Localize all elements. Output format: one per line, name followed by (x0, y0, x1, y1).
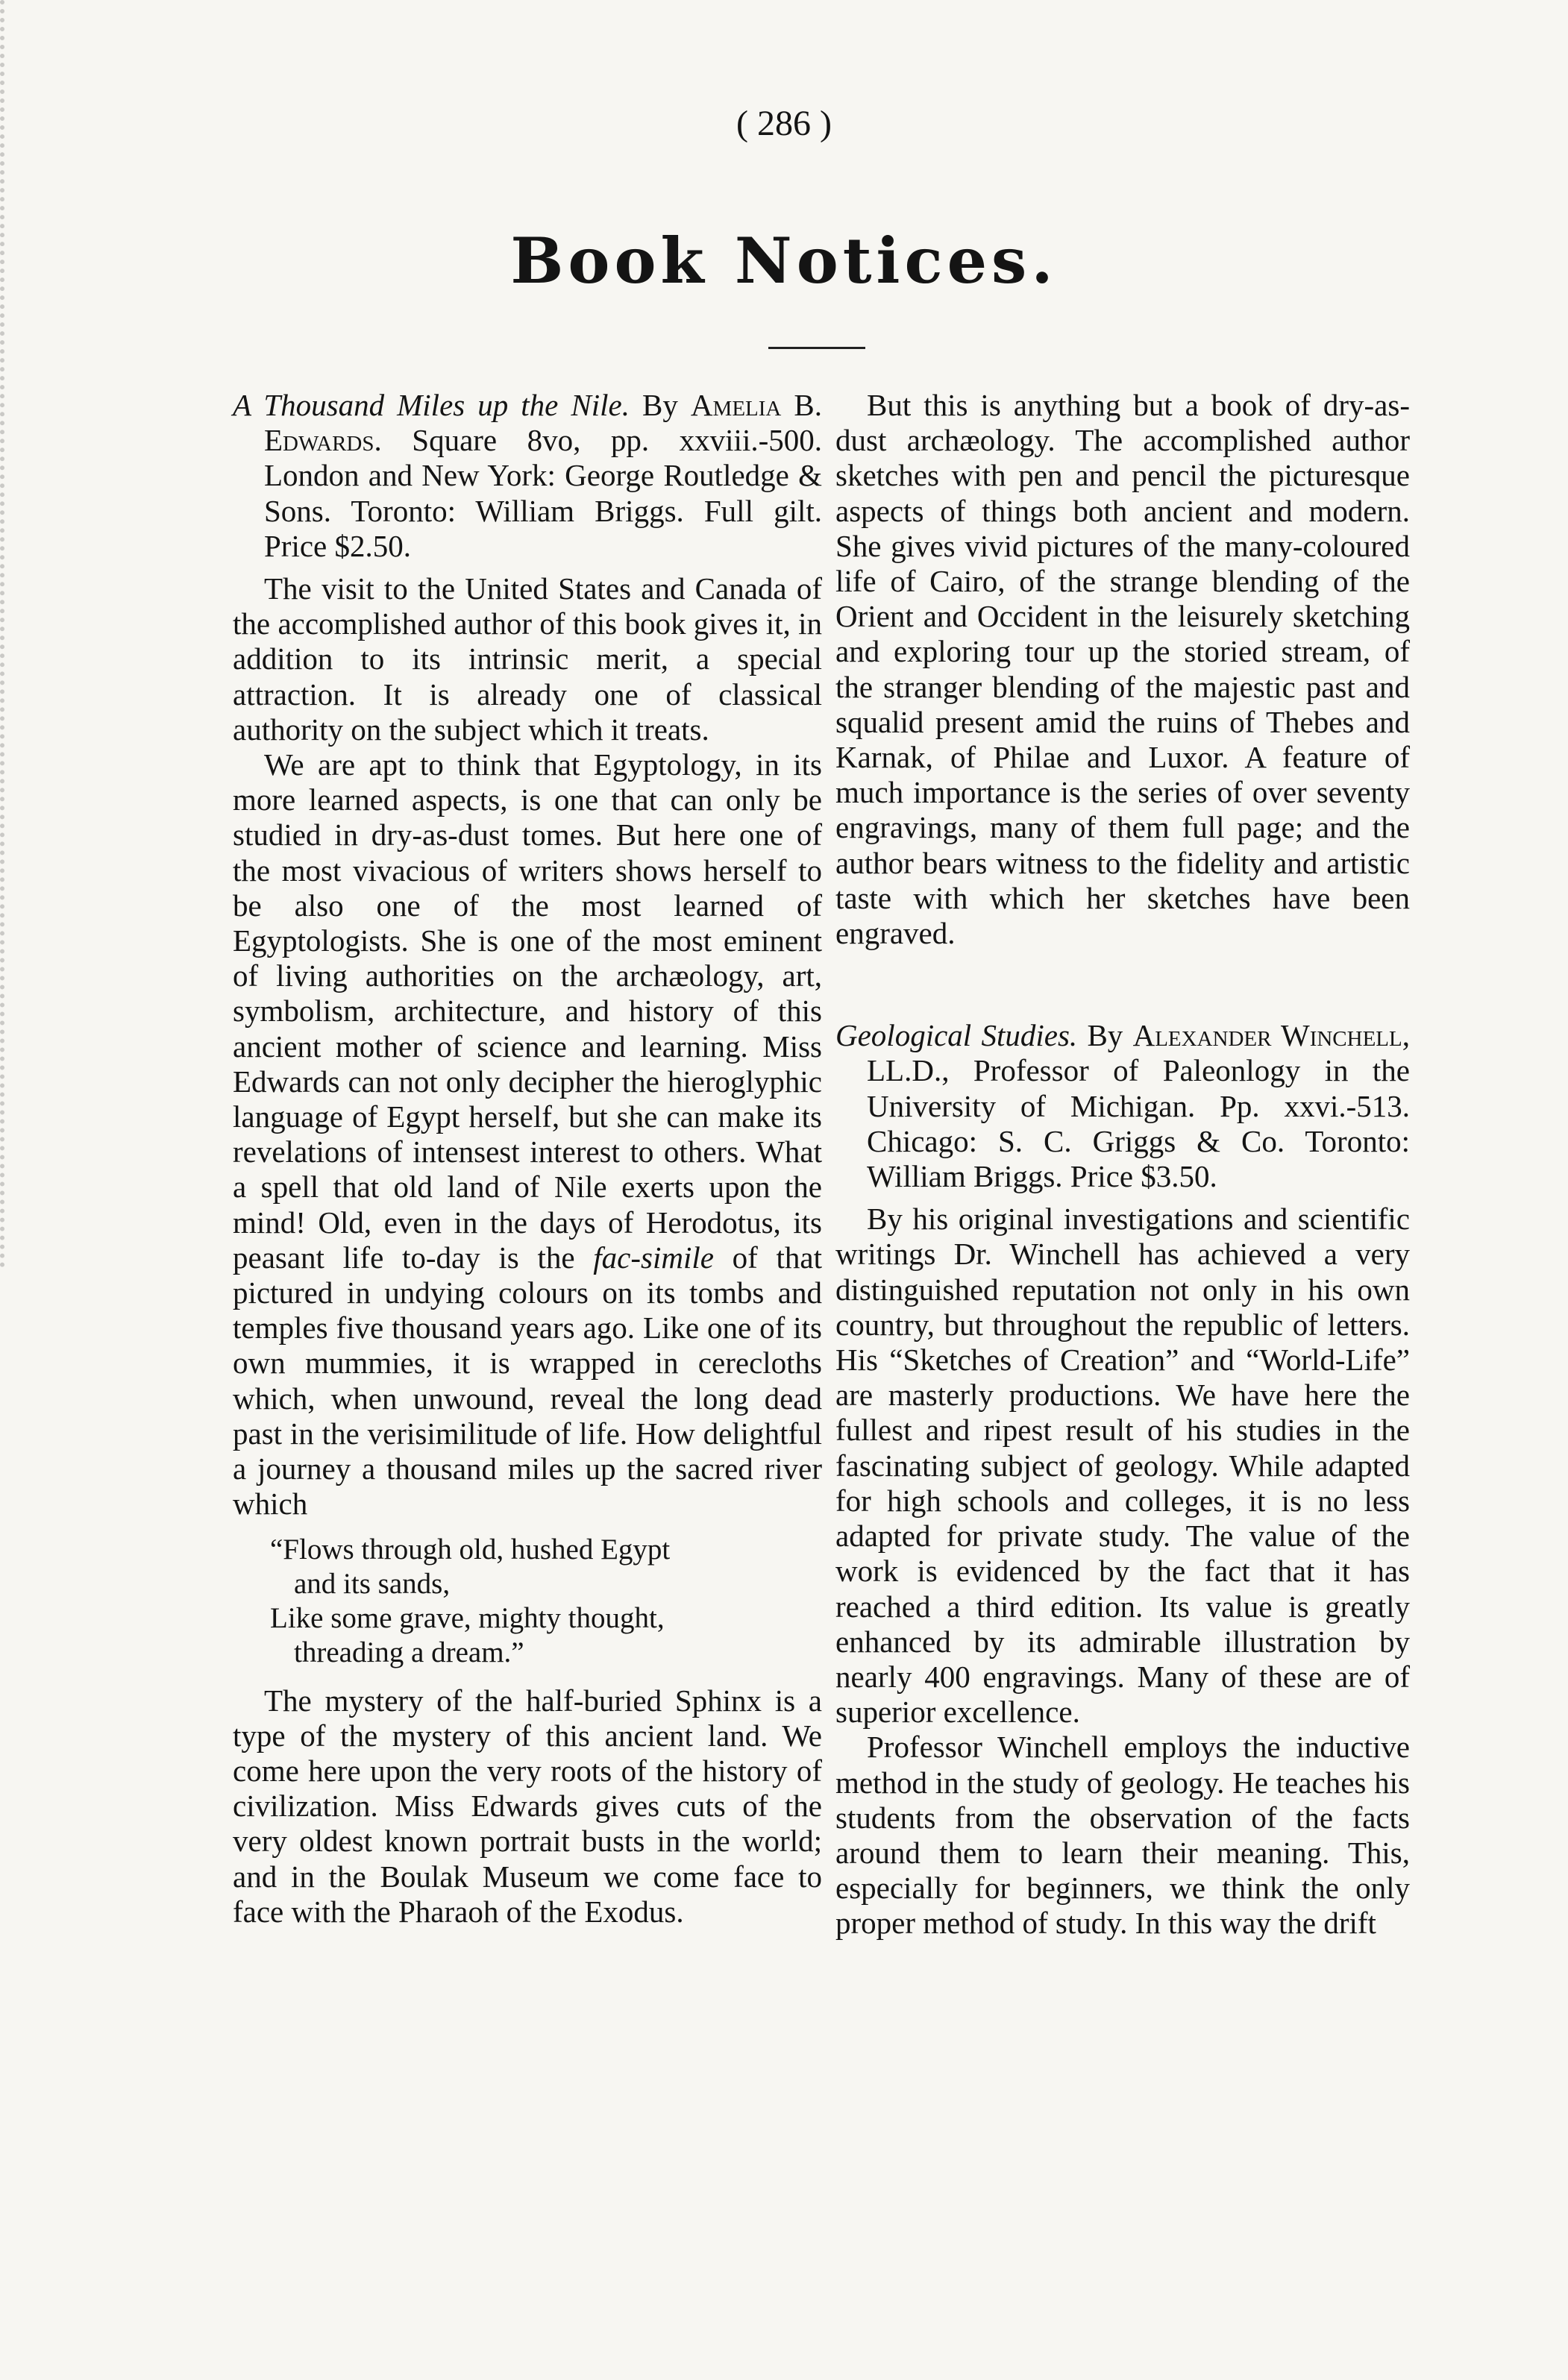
page-number: ( 286 ) (736, 104, 832, 143)
section-title: Book Notices. (510, 224, 1058, 298)
italic-term: fac-simile (593, 1240, 714, 1275)
book-details: Square 8vo, pp. xxviii.-500. London and New York: George Routledge & Sons. Toronto: William Briggs. Full gilt. Price $2.50. (264, 423, 822, 563)
book-details: LL.D., Professor of Paleonlogy in the University of Michigan. Pp. xxvi.-513. Chicago: S. C. Griggs & Co. Toronto: William Briggs. Price $3.50. (867, 1053, 1410, 1194)
paragraph: The mystery of the half-buried Sphinx is a type of the mystery of this ancient land. We come here upon the very roots of the history of civilization. Miss Edwards gives cuts of the very oldest known portrait busts in the world; and in the Boulak Museum we come face to face with the Pharaoh of the Exodus. (233, 1683, 822, 1929)
paragraph: But this is anything but a book of dry-as-dust archæology. The accomplished author sketches with pen and pencil the picturesque aspects of things both ancient and modern. She gives vivid pictures of the many-coloured life of Cairo, of the strange blending of the Orient and Occident in the leisurely sketching and exploring tour up the storied stream, of the stranger blending of the majestic past and squalid present amid the ruins of Thebes and Karnak, of Philae and Luxor. A feature of much importance is the series of over seventy engravings, many of them full page; and the author bears witness to the fidelity and artistic taste with which her sketches have been engraved. (835, 388, 1410, 951)
by-word: By (630, 388, 691, 422)
paragraph: The visit to the United States and Canada of the accomplished author of this book gives it, in addition to its intrinsic merit, a special attraction. It is already one of classical authority on the subject which it treats. (233, 571, 822, 747)
by-word: By (1077, 1018, 1133, 1053)
book-title: Geological Studies. (835, 1018, 1078, 1053)
book-title: A Thousand Miles up the Nile. (233, 388, 630, 422)
notice-heading-geology (835, 1018, 1410, 1194)
book-author: Alexander Winchell, (1132, 1018, 1410, 1053)
quote-line: Like some grave, mighty thought, (270, 1601, 665, 1634)
title-rule (768, 347, 865, 349)
paragraph: By his original investigations and scientific writings Dr. Winchell has achieved a very distinguished reputation not only in his own country, but throughout the republic of letters. His “Sketches of Creation” and “World-Life” are masterly productions. We have here the fullest and ripest result of his studies in the fascinating subject of geology. While adapted for high schools and colleges, it is no less adapted for private study. The value of the work is evidenced by the fact that it has reached a third edition. Its value is greatly enhanced by its admirable illustration by nearly 400 engravings. Many of these are of superior excellence. (835, 1202, 1410, 1730)
quote-line: “Flows through old, hushed Egypt (270, 1533, 671, 1566)
paragraph (233, 747, 822, 1522)
paragraph-text: of that pictured in undying colours on its tombs and temples five thousand years ago. Like one of its own mummies, it is wrapped in cerecloths which, when unwound, reveal the long dead past in the verisimilitude of life. How delightful a journey a thousand miles up the sacred river which (233, 1240, 822, 1522)
quote-line: threading a dream.” (294, 1636, 524, 1668)
paragraph: Professor Winchell employs the inductive method in the study of geology. He teaches his students from the observation of the facts around them to learn their meaning. This, especially for beginners, we think the only proper method of study. In this way the drift (835, 1730, 1410, 1941)
left-column (233, 388, 822, 1930)
notice-heading-nile (233, 388, 822, 564)
paragraph-text: We are apt to think that Egyptology, in its more learned aspects, is one that can only be studied in dry-as-dust tomes. But here one of the most vivacious of writers shows herself to be also one of the most learned of Egyptologists. She is one of the most eminent of living authorities on the archæology, art, symbolism, architecture, and history of this ancient mother of science and learning. Miss Edwards can not only decipher the hieroglyphic language of Egypt herself, but she can make its revelations of intensest interest to others. What a spell that old land of Nile exerts upon the mind! Old, even in the days of Herodotus, its peasant life to-day is the (233, 747, 822, 1275)
quote-line: and its sands, (294, 1567, 451, 1600)
book-author: Amelia B. Edwards. (264, 388, 822, 458)
poem-quote (233, 1533, 822, 1670)
notice-separator (835, 951, 1410, 1018)
scan-edge-marks (0, 0, 57, 1268)
right-column (835, 388, 1410, 1941)
